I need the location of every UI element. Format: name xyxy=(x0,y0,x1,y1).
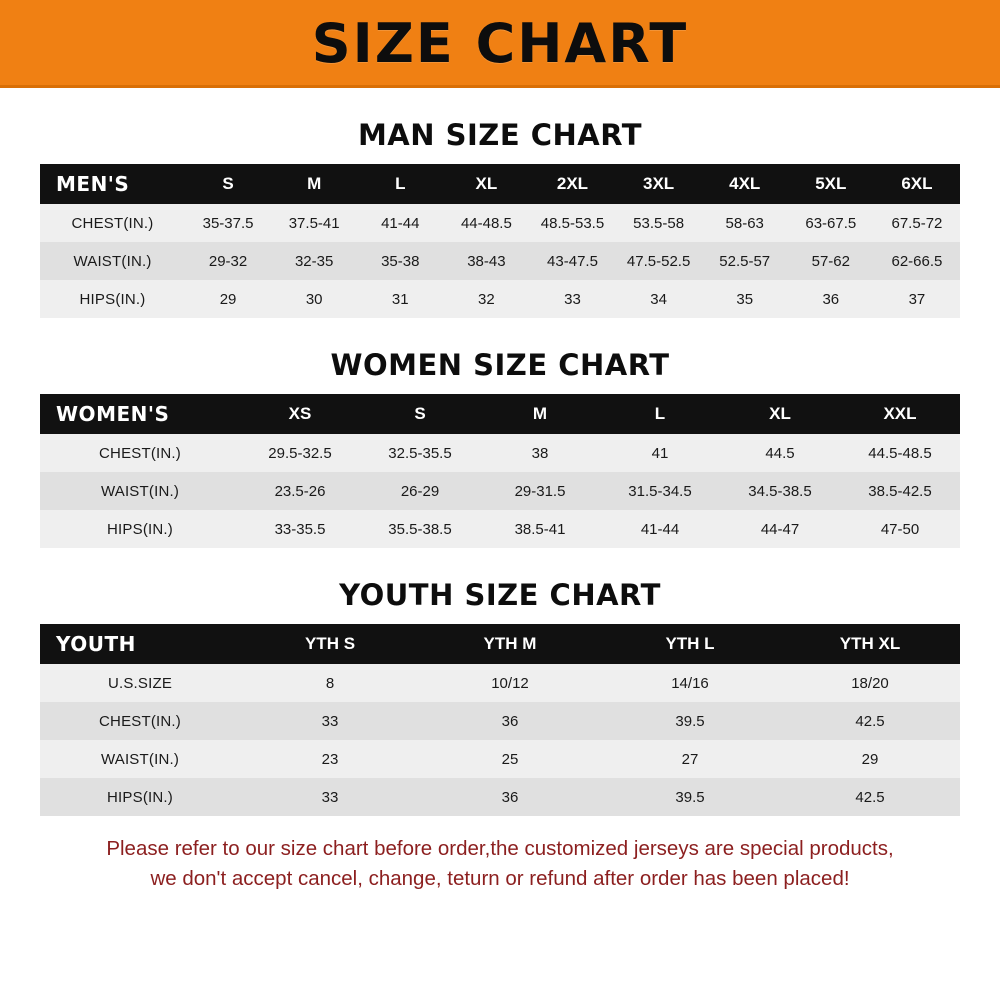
men-cell: 63-67.5 xyxy=(805,214,857,232)
women-row-label: HIPS(IN.) xyxy=(107,520,173,538)
youth-row-label: U.S.SIZE xyxy=(107,674,173,692)
men-row-label: HIPS(IN.) xyxy=(79,290,146,308)
footer-note xyxy=(30,834,970,893)
youth-cell: 33 xyxy=(321,712,339,730)
youth-cell: 36 xyxy=(501,788,519,806)
men-cell: 37 xyxy=(908,290,926,308)
men-cell: 31 xyxy=(391,290,409,308)
women-cell: 34.5-38.5 xyxy=(748,482,812,500)
youth-cell: 14/16 xyxy=(671,674,709,692)
men-cell: 47.5-52.5 xyxy=(626,252,691,270)
women-cell: 44-47 xyxy=(760,520,800,538)
women-table-label: WOMEN'S xyxy=(40,394,240,434)
table-row xyxy=(40,664,960,702)
youth-cell: 27 xyxy=(681,750,699,768)
men-cell: 35-38 xyxy=(381,252,420,270)
youth-cell: 42.5 xyxy=(855,788,885,806)
section-title-women: WOMEN SIZE CHART xyxy=(330,348,670,382)
table-row xyxy=(40,740,960,778)
table-row xyxy=(40,204,960,242)
table-header-row xyxy=(40,394,960,434)
youth-cell: 39.5 xyxy=(675,788,705,806)
men-cell: 52.5-57 xyxy=(719,252,771,270)
men-cell: 43-47.5 xyxy=(547,252,598,270)
men-cell: 35 xyxy=(736,290,754,308)
footer-note-line-2: we don't accept cancel, change, teturn or refund after order has been placed! xyxy=(150,866,850,890)
chart-content xyxy=(0,88,1000,1000)
section-women xyxy=(20,332,980,548)
women-cell: 29.5-32.5 xyxy=(268,444,332,462)
women-cell: 31.5-34.5 xyxy=(628,482,692,500)
men-size-header: 6XL xyxy=(874,164,960,204)
men-cell: 33 xyxy=(564,290,581,308)
section-title-youth: YOUTH SIZE CHART xyxy=(339,578,661,612)
men-size-table xyxy=(40,164,960,318)
men-cell: 44-48.5 xyxy=(460,214,512,232)
women-cell: 47-50 xyxy=(880,520,920,538)
men-cell: 58-63 xyxy=(725,214,764,232)
men-size-header: S xyxy=(185,164,271,204)
men-table-label: MEN'S xyxy=(40,164,185,204)
youth-cell: 8 xyxy=(325,674,335,692)
table-row xyxy=(40,242,960,280)
men-cell: 32-35 xyxy=(294,252,334,270)
youth-cell: 36 xyxy=(501,712,519,730)
footer-note-line-1: Please refer to our size chart before order,the customized jerseys are special products, xyxy=(106,837,894,860)
youth-table-label: YOUTH xyxy=(40,624,240,664)
men-cell: 62-66.5 xyxy=(891,252,943,270)
women-cell: 26-29 xyxy=(400,482,440,500)
section-men xyxy=(20,102,980,318)
women-size-header: XL xyxy=(720,394,840,434)
men-size-header: 4XL xyxy=(702,164,788,204)
women-size-header: M xyxy=(480,394,600,434)
youth-size-header: YTH L xyxy=(600,624,780,664)
men-cell: 53.5-58 xyxy=(633,214,685,232)
youth-size-header: YTH XL xyxy=(780,624,960,664)
men-cell: 48.5-53.5 xyxy=(540,214,605,232)
women-size-header: XS xyxy=(240,394,360,434)
women-size-table xyxy=(40,394,960,548)
youth-cell: 33 xyxy=(321,788,339,806)
women-row-label: WAIST(IN.) xyxy=(100,482,180,500)
youth-row-label: CHEST(IN.) xyxy=(99,712,181,730)
men-cell: 41-44 xyxy=(381,214,420,232)
table-header-row xyxy=(40,624,960,664)
men-size-header: 2XL xyxy=(529,164,615,204)
men-size-header: M xyxy=(271,164,357,204)
women-size-header: L xyxy=(600,394,720,434)
table-header-row xyxy=(40,164,960,204)
table-row xyxy=(40,280,960,318)
men-cell: 38-43 xyxy=(467,252,506,270)
youth-cell: 39.5 xyxy=(675,712,705,730)
youth-size-header: YTH S xyxy=(240,624,420,664)
men-size-header: L xyxy=(357,164,443,204)
women-cell: 38.5-41 xyxy=(514,520,566,538)
table-row xyxy=(40,434,960,472)
men-cell: 29 xyxy=(219,290,237,308)
women-cell: 33-35.5 xyxy=(274,520,326,538)
men-cell: 35-37.5 xyxy=(202,214,254,232)
youth-row-label: HIPS(IN.) xyxy=(107,788,173,806)
women-cell: 41-44 xyxy=(640,520,680,538)
men-size-header: XL xyxy=(443,164,529,204)
men-cell: 57-62 xyxy=(811,252,850,270)
youth-size-table xyxy=(40,624,960,816)
page-title: SIZE CHART xyxy=(311,12,689,75)
youth-cell: 23 xyxy=(321,750,339,768)
women-cell: 38 xyxy=(531,444,549,462)
page-banner xyxy=(0,0,1000,88)
women-cell: 29-31.5 xyxy=(514,482,566,500)
men-cell: 67.5-72 xyxy=(891,214,943,232)
youth-cell: 42.5 xyxy=(855,712,885,730)
youth-size-header: YTH M xyxy=(420,624,600,664)
table-row xyxy=(40,510,960,548)
men-row-label: CHEST(IN.) xyxy=(71,214,154,232)
men-cell: 32 xyxy=(478,290,495,308)
women-cell: 38.5-42.5 xyxy=(868,482,932,500)
youth-cell: 25 xyxy=(501,750,519,768)
men-cell: 29-32 xyxy=(208,252,248,270)
women-cell: 35.5-38.5 xyxy=(388,520,452,538)
women-cell: 23.5-26 xyxy=(274,482,326,500)
youth-cell: 18/20 xyxy=(851,674,889,692)
women-cell: 44.5-48.5 xyxy=(868,444,932,462)
section-youth xyxy=(20,562,980,816)
section-title-men: MAN SIZE CHART xyxy=(357,118,643,152)
men-cell: 37.5-41 xyxy=(288,214,340,232)
table-row xyxy=(40,778,960,816)
men-cell: 30 xyxy=(305,290,323,308)
men-cell: 36 xyxy=(822,290,840,308)
men-size-header: 5XL xyxy=(788,164,874,204)
women-row-label: CHEST(IN.) xyxy=(99,444,181,462)
men-row-label: WAIST(IN.) xyxy=(73,252,152,270)
women-size-header: S xyxy=(360,394,480,434)
youth-row-label: WAIST(IN.) xyxy=(100,750,180,768)
table-row xyxy=(40,702,960,740)
women-size-header: XXL xyxy=(840,394,960,434)
youth-cell: 10/12 xyxy=(491,674,529,692)
women-cell: 44.5 xyxy=(765,444,795,462)
table-row xyxy=(40,472,960,510)
men-size-header: 3XL xyxy=(616,164,702,204)
men-cell: 34 xyxy=(650,290,667,308)
women-cell: 32.5-35.5 xyxy=(388,444,452,462)
youth-cell: 29 xyxy=(861,750,879,768)
women-cell: 41 xyxy=(651,444,669,462)
